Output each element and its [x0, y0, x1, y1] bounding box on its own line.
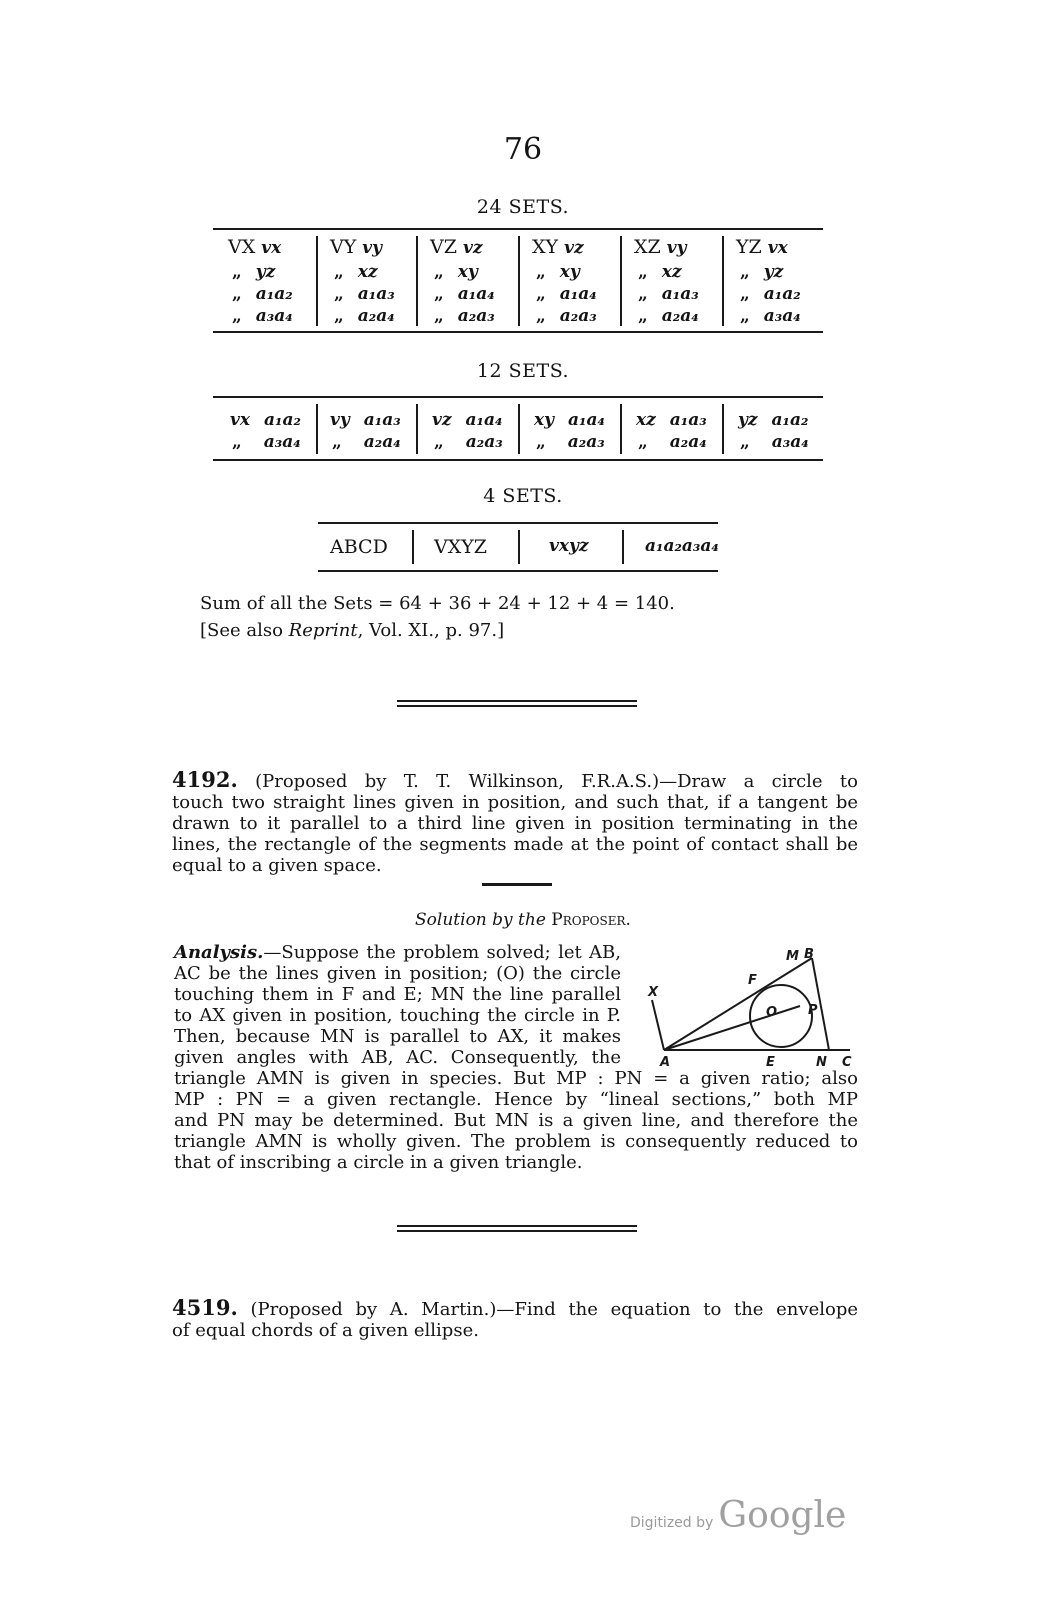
- ditto-mark: „: [638, 262, 648, 282]
- sets12-col-separator: [620, 404, 622, 454]
- q4192-line-2: touch two straight lines given in position, and such that, if a tangent be: [172, 792, 858, 813]
- sets24-value: a₁a₂: [763, 284, 801, 304]
- sets12-key: yz: [738, 410, 758, 430]
- sum-line: Sum of all the Sets = 64 + 36 + 24 + 12 + 4 = 140.: [200, 593, 675, 614]
- ditto-mark: „: [334, 284, 344, 304]
- sets12-row2: [434, 432, 503, 452]
- q4192-line-4: lines, the rectangle of the segments made at the point of contact shall be: [172, 834, 858, 855]
- label-p: P: [808, 1003, 818, 1018]
- sets12-row1: [432, 410, 502, 430]
- sets24-cell: [434, 284, 495, 304]
- sets24-col-separator: [518, 236, 520, 326]
- see-also-pre: [See also: [200, 620, 289, 641]
- sets12-value: a₂a₄: [363, 432, 401, 452]
- ditto-mark: „: [740, 262, 750, 282]
- sets12-row2: [332, 432, 401, 452]
- sets12-title: 12 SETS.: [476, 360, 570, 382]
- double-divider-1: [397, 700, 637, 707]
- ditto-mark: „: [536, 306, 546, 326]
- label-f: F: [748, 973, 757, 988]
- sets24-cell: [334, 262, 378, 282]
- analysis-line-7: triangle AMN is given in species. But MP : PN = a given ratio; also: [174, 1068, 858, 1089]
- page-number: 76: [503, 132, 543, 167]
- ditto-mark: „: [536, 262, 546, 282]
- sets24-value: xy: [457, 262, 478, 282]
- sets24-cell: [536, 262, 580, 282]
- sets4-value: VXYZ: [434, 536, 487, 558]
- analysis-line-5: Then, because MN is parallel to AX, it makes: [174, 1026, 621, 1047]
- sets24-header-caps: XY: [532, 236, 559, 258]
- sets4-value: a₁a₂a₃a₄: [645, 536, 719, 556]
- sets24-cell: [232, 284, 293, 304]
- label-o: O: [766, 1005, 778, 1020]
- sets12-col-separator: [416, 404, 418, 454]
- sets12-value: a₁a₂: [264, 410, 301, 430]
- sets24-cell: [334, 284, 395, 304]
- sets4-value: ABCD: [330, 536, 388, 558]
- sets12-bottom-rule: [213, 459, 823, 461]
- sets4-top-rule: [318, 522, 718, 524]
- sets4-col-separator: [518, 530, 520, 564]
- line-ab: [664, 958, 812, 1050]
- q4519-line-2: of equal chords of a given ellipse.: [172, 1320, 479, 1341]
- ditto-mark: „: [434, 284, 444, 304]
- sets12-row1: [330, 410, 401, 430]
- sets24-header: [430, 236, 482, 258]
- sets4-bottom-rule: [318, 570, 718, 572]
- analysis-line-10: triangle AMN is wholly given. The problem is consequently reduced to: [174, 1131, 858, 1152]
- sets24-value: a₁a₂: [255, 284, 293, 304]
- ditto-mark: „: [740, 306, 750, 326]
- label-e: E: [766, 1055, 775, 1070]
- ditto-mark: „: [740, 284, 750, 304]
- sets24-value: a₂a₃: [559, 306, 597, 326]
- ditto-mark: „: [536, 432, 546, 452]
- sets24-col-separator: [316, 236, 318, 326]
- sets12-key: xy: [534, 410, 555, 430]
- ditto-mark: „: [638, 306, 648, 326]
- label-n: N: [816, 1055, 827, 1070]
- sets12-value: a₃a₄: [263, 432, 301, 452]
- sets24-value: xy: [559, 262, 580, 282]
- google-watermark: [630, 1495, 846, 1536]
- watermark-google: Google: [718, 1495, 847, 1536]
- sets24-col-separator: [416, 236, 418, 326]
- ditto-mark: „: [536, 284, 546, 304]
- analysis-line-8: MP : PN = a given rectangle. Hence by “lineal sections,” both MP: [174, 1089, 858, 1110]
- sets12-row1: [636, 410, 707, 430]
- sets24-header-caps: VY: [330, 236, 357, 258]
- geometry-diagram: [640, 940, 860, 1070]
- analysis-line-1: [174, 942, 621, 963]
- q4519-number: 4519.: [172, 1295, 238, 1320]
- sets12-row1: [738, 410, 808, 430]
- sets24-header: [736, 236, 788, 258]
- q4519-line-1-text: (Proposed by A. Martin.)—Find the equation to the envelope: [250, 1299, 858, 1320]
- sets12-row2: [232, 432, 301, 452]
- q4192-line-1-text: (Proposed by T. T. Wilkinson, F.R.A.S.)—Draw a circle to: [255, 771, 858, 792]
- ditto-mark: „: [638, 284, 648, 304]
- sets24-title: 24 SETS.: [476, 196, 570, 218]
- q4192-line-3: drawn to it parallel to a third line given in position terminating in the: [172, 813, 858, 834]
- sets4-cell: [434, 536, 487, 558]
- ditto-mark: „: [434, 262, 444, 282]
- sets24-value: yz: [763, 262, 784, 282]
- sets12-value: a₁a₄: [568, 410, 605, 430]
- sets12-value: a₁a₃: [669, 410, 707, 430]
- double-divider-2: [397, 1225, 637, 1232]
- sets24-header-italic: vx: [767, 238, 788, 258]
- circle-o: [750, 985, 812, 1047]
- sets12-row2: [536, 432, 605, 452]
- ditto-mark: „: [434, 432, 444, 452]
- ditto-mark: „: [332, 432, 342, 452]
- sets24-header-caps: VZ: [430, 236, 457, 258]
- sets24-cell: [536, 306, 597, 326]
- sets12-row2: [740, 432, 809, 452]
- sets24-value: a₃a₄: [763, 306, 801, 326]
- sets24-value: a₁a₃: [357, 284, 395, 304]
- sets24-value: xz: [661, 262, 682, 282]
- sets24-cell: [232, 306, 293, 326]
- ditto-mark: „: [740, 432, 750, 452]
- sets24-header: [532, 236, 584, 258]
- sets24-header-italic: vy: [362, 238, 383, 258]
- sets12-row1: [534, 410, 605, 430]
- sets4-col-separator: [412, 530, 414, 564]
- sets24-cell: [740, 262, 783, 282]
- sets24-value: xz: [357, 262, 378, 282]
- sets12-col-separator: [722, 404, 724, 454]
- ditto-mark: „: [232, 306, 242, 326]
- sets24-cell: [434, 306, 495, 326]
- sets24-value: a₁a₄: [559, 284, 597, 304]
- sets24-col-separator: [620, 236, 622, 326]
- sets24-cell: [740, 284, 801, 304]
- sets24-value: a₂a₄: [661, 306, 699, 326]
- sets24-cell: [536, 284, 597, 304]
- sets12-value: a₁a₂: [771, 410, 809, 430]
- label-x: X: [648, 985, 659, 1000]
- see-also-post: , Vol. XI., p. 97.]: [357, 620, 505, 641]
- ditto-mark: „: [638, 432, 648, 452]
- label-a: A: [660, 1055, 671, 1070]
- sets12-key: xz: [636, 410, 656, 430]
- sets24-header-italic: vz: [564, 238, 584, 258]
- q4192-number: 4192.: [172, 767, 238, 792]
- sets24-col-separator: [722, 236, 724, 326]
- sets12-value: a₁a₄: [465, 410, 503, 430]
- sets24-value: yz: [255, 262, 276, 282]
- analysis-line-3: touching them in F and E; MN the line parallel: [174, 984, 621, 1005]
- sets24-value: a₂a₄: [357, 306, 395, 326]
- label-b: B: [804, 947, 814, 962]
- sets24-cell: [334, 306, 395, 326]
- analysis-lead: Analysis.: [174, 942, 264, 963]
- q4192-line-5: equal to a given space.: [172, 855, 382, 876]
- sets24-cell: [638, 262, 682, 282]
- sets12-col-separator: [518, 404, 520, 454]
- solution-heading-italic: Solution by the: [415, 910, 552, 930]
- sets4-cell: [549, 536, 589, 556]
- sets24-header-caps: YZ: [736, 236, 762, 258]
- see-also-reprint: Reprint: [288, 620, 358, 641]
- analysis-line-9: and PN may be determined. But MN is a given line, and therefore the: [174, 1110, 858, 1131]
- line-ax: [652, 1000, 664, 1050]
- sets24-cell: [638, 284, 699, 304]
- question-4192: [172, 769, 858, 876]
- sets24-cell: [740, 306, 801, 326]
- sets24-header-italic: vx: [261, 238, 282, 258]
- ditto-mark: „: [334, 262, 344, 282]
- label-c: C: [842, 1055, 852, 1070]
- sets24-bottom-rule: [213, 331, 823, 333]
- question-4519: [172, 1297, 858, 1341]
- sets24-header: [330, 236, 382, 258]
- sets12-value: a₁a₃: [363, 410, 401, 430]
- analysis-wide: [174, 1068, 858, 1173]
- sets24-cell: [232, 262, 275, 282]
- q4192-line-1: [172, 769, 858, 792]
- sets12-top-rule: [213, 396, 823, 398]
- sets24-cell: [434, 262, 478, 282]
- sets12-value: a₂a₃: [567, 432, 605, 452]
- sets24-value: a₁a₄: [457, 284, 495, 304]
- sets12-key: vz: [432, 410, 452, 430]
- analysis-line-1-text: —Suppose the problem solved; let AB,: [263, 942, 621, 963]
- sets12-row2: [638, 432, 707, 452]
- watermark-digitized: Digitized by: [630, 1515, 714, 1531]
- ditto-mark: „: [334, 306, 344, 326]
- sets24-top-rule: [213, 228, 823, 230]
- solution-heading: [0, 910, 1046, 930]
- label-m: M: [786, 949, 799, 964]
- sets12-col-separator: [316, 404, 318, 454]
- sets4-title: 4 SETS.: [483, 485, 563, 507]
- sets24-cell: [638, 306, 699, 326]
- sets12-key: vx: [230, 410, 251, 430]
- q4519-line-1: [172, 1297, 858, 1320]
- sets24-value: a₁a₃: [661, 284, 699, 304]
- analysis-line-2: AC be the lines given in position; (O) the circle: [174, 963, 621, 984]
- sets4-col-separator: [622, 530, 624, 564]
- analysis-line-11: that of inscribing a circle in a given triangle.: [174, 1152, 583, 1173]
- sets12-value: a₂a₄: [669, 432, 707, 452]
- analysis-narrow: [174, 942, 621, 1068]
- sets24-value: a₃a₄: [255, 306, 293, 326]
- sets4-cell: [330, 536, 388, 558]
- ditto-mark: „: [232, 284, 242, 304]
- see-also-line: [200, 620, 504, 641]
- sets24-header-italic: vy: [666, 238, 687, 258]
- sets4-cell: [645, 536, 719, 556]
- sets4-value: vxyz: [549, 536, 589, 556]
- sets24-value: a₂a₃: [457, 306, 495, 326]
- sets24-header: [634, 236, 687, 258]
- sets24-header-caps: XZ: [634, 236, 661, 258]
- sets12-value: a₃a₄: [771, 432, 809, 452]
- sets24-header: [228, 236, 281, 258]
- line-ap: [664, 1006, 800, 1050]
- sets12-value: a₂a₃: [465, 432, 503, 452]
- sets12-key: vy: [330, 410, 350, 430]
- ditto-mark: „: [232, 262, 242, 282]
- short-divider: [482, 883, 552, 886]
- ditto-mark: „: [232, 432, 242, 452]
- ditto-mark: „: [434, 306, 444, 326]
- solution-heading-proposer: Proposer.: [551, 910, 631, 930]
- sets12-row1: [230, 410, 301, 430]
- analysis-line-4: to AX given in position, touching the circle in P.: [174, 1005, 621, 1026]
- sets24-header-italic: vz: [462, 238, 483, 258]
- sets24-header-caps: VX: [228, 236, 256, 258]
- analysis-line-6: given angles with AB, AC. Consequently, the: [174, 1047, 621, 1068]
